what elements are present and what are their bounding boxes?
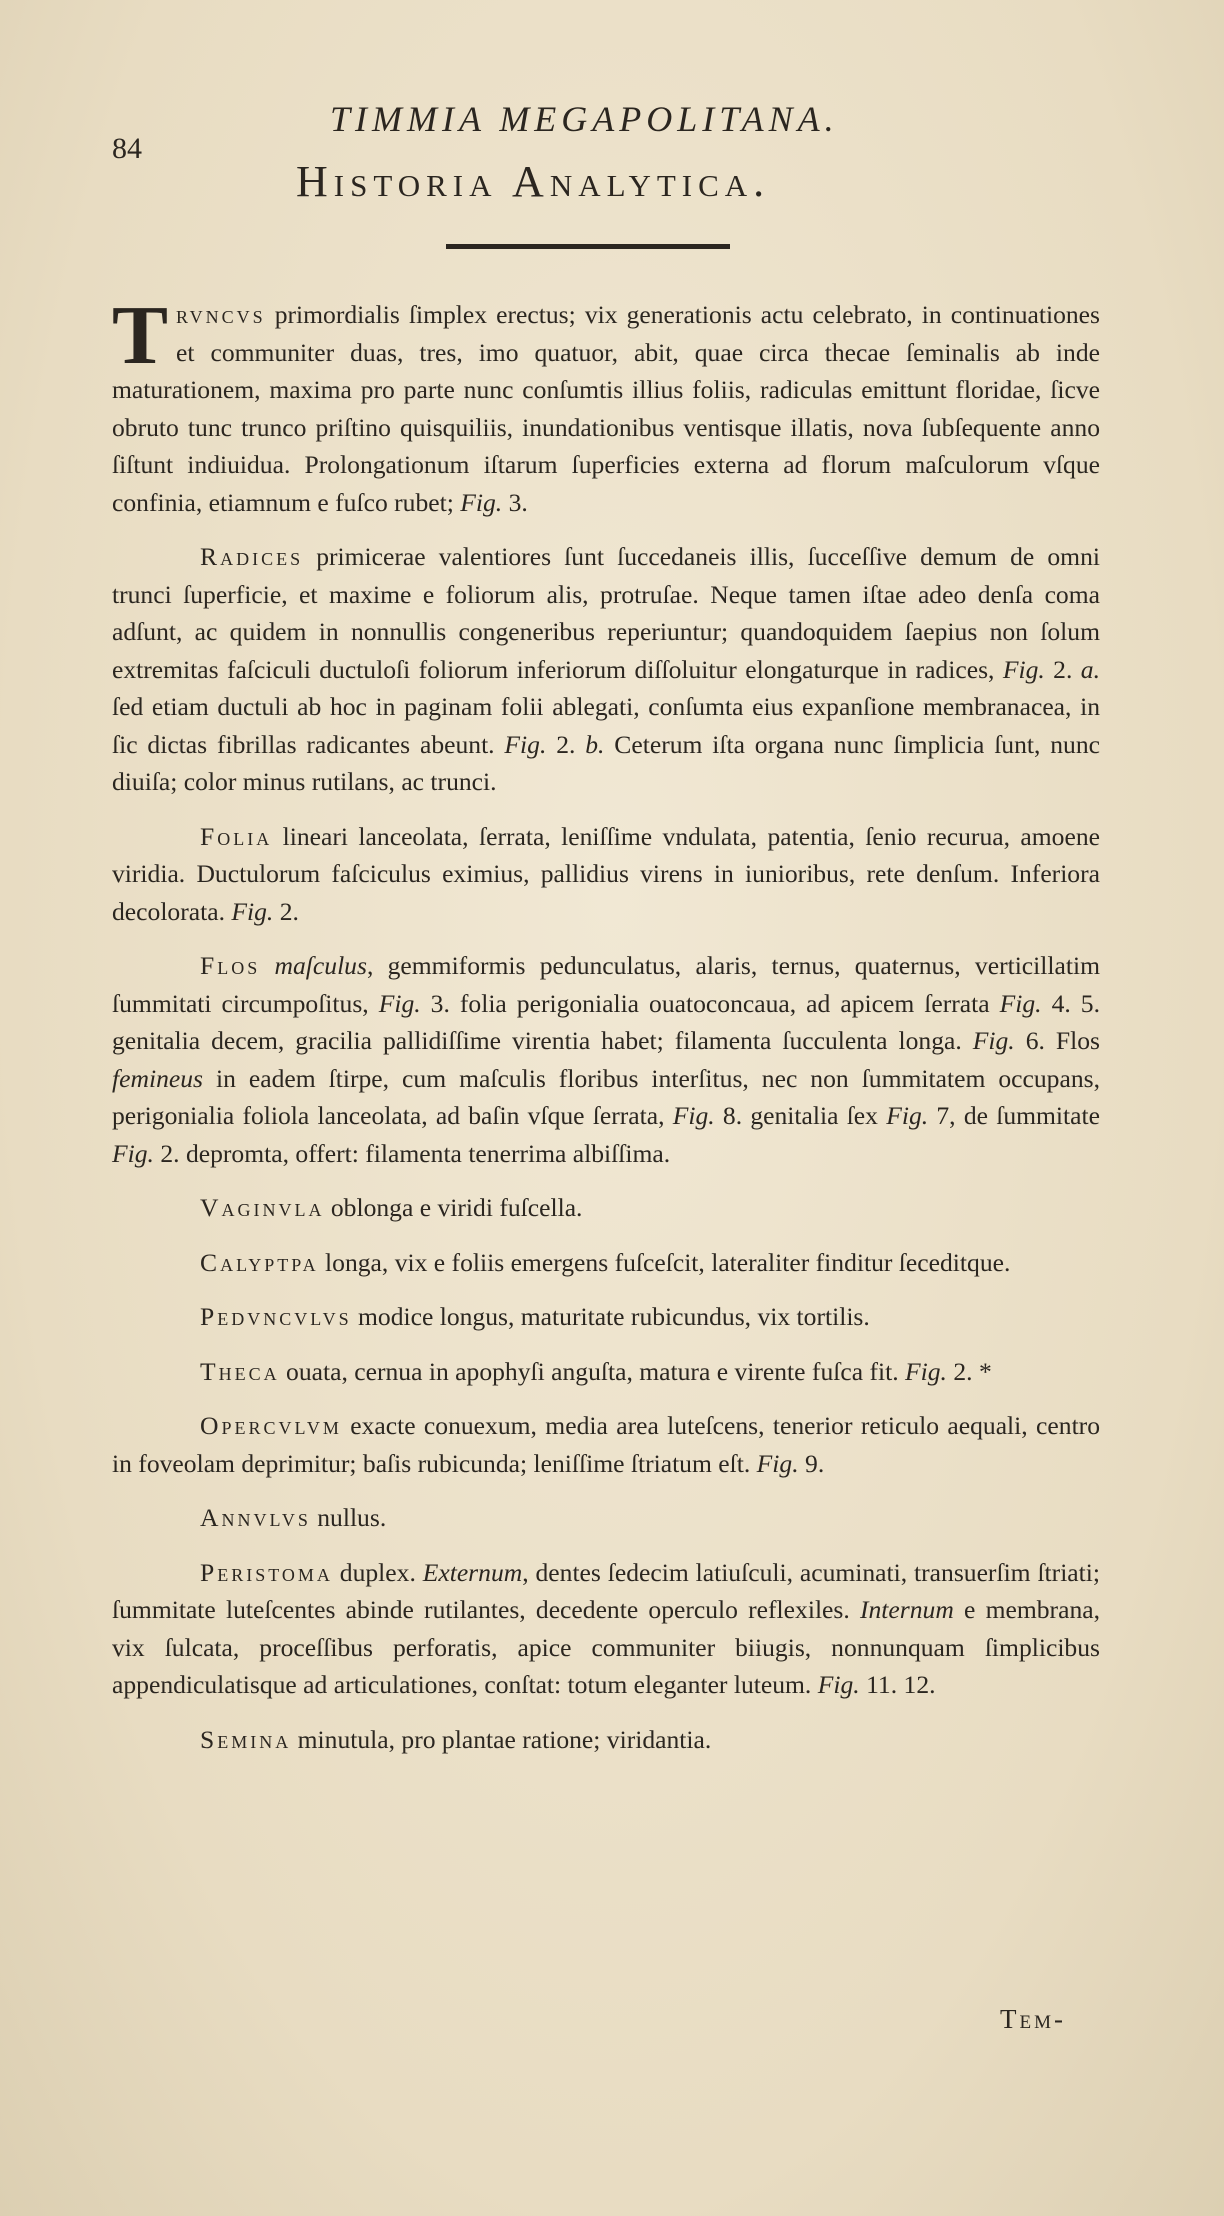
paragraph-text: 2. bbox=[273, 896, 299, 926]
paragraph-lead-word: rvncvs bbox=[176, 300, 266, 329]
title-rule bbox=[446, 244, 730, 249]
paragraph-text: 11. 12. bbox=[859, 1670, 936, 1699]
paragraph-text: oblonga e viridi fuſcella. bbox=[324, 1193, 583, 1222]
body-text bbox=[112, 289, 1100, 1775]
paragraph-text: 4. 5. genitalia decem, gracilia pallidiſſime virentia habet; filamenta ſucculenta longa. bbox=[112, 988, 1100, 1055]
paragraph-text: 6. Flos bbox=[1014, 1026, 1100, 1055]
paragraph-flos bbox=[112, 947, 1100, 1172]
figure-reference: Fig. bbox=[972, 1026, 1015, 1055]
paragraph-lead-word: Semina bbox=[200, 1724, 292, 1754]
paragraph-text: 2. bbox=[546, 729, 586, 759]
paragraph-annulus bbox=[112, 1499, 1100, 1537]
running-title: TIMMIA MEGAPOLITANA. bbox=[330, 99, 839, 139]
paragraph-calyptra bbox=[112, 1244, 1100, 1282]
figure-reference: Fig. bbox=[999, 988, 1042, 1018]
paragraph-semina bbox=[112, 1721, 1100, 1759]
paragraph-peristoma bbox=[112, 1554, 1100, 1704]
paragraph-folia bbox=[112, 818, 1100, 931]
paragraph-lead-word: Pedvncvlvs bbox=[200, 1302, 352, 1331]
paragraph-text: lineari lanceolata, ſerrata, leniſſime vndulata, patentia, ſenio recurua, amoene viridia. Ductulorum faſciculus eximius, pallidius virens in iunioribus, rete denſum. Inferiora decolorata. bbox=[112, 821, 1100, 926]
paragraph-text: , gemmiformis pedunculatus, alaris, ternus, quaternus, verticillatim ſummitati circumpoſitus, bbox=[112, 951, 1100, 1018]
figure-reference: Fig. bbox=[905, 1356, 947, 1386]
paragraph-lead-word: Folia bbox=[200, 821, 273, 851]
figure-reference: Fig. bbox=[460, 487, 503, 517]
page-header bbox=[0, 80, 1224, 260]
figure-letter: a. bbox=[1080, 654, 1100, 684]
paragraph-theca bbox=[112, 1353, 1100, 1391]
paragraph-text: exacte conuexum, media area luteſcens, tenerior reticulo aequali, centro in foveolam deprimitur; baſis rubicunda; leniſſime ſtriatum eſt. bbox=[112, 1411, 1100, 1478]
drop-cap: T bbox=[112, 289, 169, 382]
paragraph-text: minutula, pro plantae ratione; viridantia. bbox=[291, 1724, 712, 1754]
paragraph-lead-word: Opercvlvm bbox=[200, 1411, 342, 1440]
paragraph-text: 8. genitalia ſex bbox=[714, 1101, 887, 1130]
paragraph-text: 9. bbox=[798, 1448, 825, 1478]
paragraph-text: primordialis ſimplex erectus; vix generationis actu celebrato, in continuationes et communiter duas, tres, imo quatuor, abit, quae circa thecae ſeminalis ab inde maturationem, maxima pro parte nunc conſumtis illius foliis, radiculas emittunt floridae, ſicve obruto tunc trunco priſtino quisquiliis, inundationibus ventisque illatis, nova ſubſequente anno ſiſtunt indiuidua. Prolongationum iſtarum ſuperficies externa ad florum maſculorum vſque confinia, etiamnum e fuſco rubet; bbox=[112, 300, 1100, 517]
paragraph-lead-word: Theca bbox=[200, 1356, 280, 1386]
paragraph-text: ſed etiam ductuli ab hoc in paginam folii ablegati, conſumta eius expanſione membranacea, in ſic dictas fibrillas radicantes abeunt. bbox=[112, 692, 1100, 759]
figure-reference: Fig. bbox=[112, 1138, 154, 1168]
paragraph-operculum bbox=[112, 1407, 1100, 1482]
figure-reference: Fig. bbox=[378, 988, 421, 1018]
paragraph-lead-word: Peristoma bbox=[200, 1557, 333, 1587]
figure-reference: Fig. bbox=[504, 729, 547, 759]
paragraph-text: Ceterum iſta organa nunc ſimplicia ſunt, nunc diuiſa; color minus rutilans, ac trunci. bbox=[112, 729, 1100, 796]
paragraph-text: 2. bbox=[1044, 654, 1081, 684]
paragraph-lead-word: Annvlvs bbox=[200, 1503, 311, 1532]
paragraph-lead-word: Radices bbox=[200, 542, 304, 571]
figure-letter: b. bbox=[585, 729, 605, 759]
paragraph-pedunculus bbox=[112, 1298, 1100, 1336]
paragraph-text: 7, de ſummitate bbox=[928, 1101, 1100, 1130]
paragraph-radices bbox=[112, 538, 1100, 801]
figure-reference: Fig. bbox=[1002, 654, 1045, 684]
paragraph-text: 3. bbox=[502, 487, 528, 517]
figure-reference: Fig. bbox=[756, 1448, 799, 1478]
paragraph-text: modice longus, maturitate rubicundus, vix tortilis. bbox=[351, 1302, 870, 1331]
figure-reference: Fig. bbox=[231, 896, 274, 926]
paragraph-text: nullus. bbox=[310, 1503, 387, 1532]
paragraph-text: 3. folia perigonialia ouatoconcaua, ad apicem ſerrata bbox=[420, 988, 1000, 1018]
paragraph-truncus bbox=[112, 289, 1100, 521]
paragraph-text: in eadem ſtirpe, cum maſculis floribus interſitus, nec non ſummitatem occupans, perigonialia foliola lanceolata, ad baſin vſque ſerrata, bbox=[112, 1063, 1100, 1130]
figure-reference: Fig. bbox=[817, 1670, 860, 1699]
italic-term: Internum bbox=[859, 1595, 954, 1624]
paragraph-text: longa, vix e foliis emergens fuſceſcit, lateraliter finditur ſeceditque. bbox=[318, 1247, 1011, 1277]
paragraph-text: duplex. bbox=[332, 1557, 423, 1587]
paragraph-vaginula bbox=[112, 1189, 1100, 1227]
page-number: 84 bbox=[112, 132, 142, 165]
paragraph-lead-word: Vaginvla bbox=[200, 1193, 325, 1222]
figure-reference: Fig. bbox=[886, 1101, 929, 1130]
paragraph-lead-word: Calyptpa bbox=[200, 1247, 319, 1277]
paragraph-text: , dentes ſedecim latiuſculi, acuminati, transuerſim ſtriati; ſummitate luteſcentes abinde rutilantes, decedente operculo reflexiles. bbox=[112, 1557, 1100, 1624]
italic-term: femineus bbox=[112, 1063, 203, 1093]
italic-term: Externum bbox=[422, 1557, 523, 1587]
paragraph-lead-word: Flos bbox=[200, 951, 261, 980]
paragraph-text: ouata, cernua in apophyſi anguſta, matura e virente fuſca fit. bbox=[279, 1356, 906, 1386]
figure-reference: Fig. bbox=[672, 1101, 715, 1130]
paragraph-text: primicerae valentiores ſunt ſuccedaneis illis, ſucceſſive demum de omni trunci ſuperficie, et maxime e foliorum alis, protruſae. Neque tamen iſtae adeo denſa coma adſunt, ac quidem in nonnullis congeneribus reperiuntur; quandoquidem ſaepius non ſolum extremitas faſciculi ductuloſi foliorum inferiorum diſſoluitur elongaturque in radices, bbox=[112, 542, 1100, 684]
paragraph-text: 2. depromta, offert: filamenta tenerrima albiſſima. bbox=[153, 1138, 671, 1168]
italic-term: maſculus bbox=[274, 951, 367, 980]
paragraph-text: 2. * bbox=[946, 1356, 992, 1386]
catchword: Tem- bbox=[1000, 2004, 1066, 2034]
paragraph-text: e membrana, vix ſulcata, proceſſibus perforatis, apice communiter biiugis, nonnunquam ſimplicibus appendiculatisque ad articulationes, conſtat: totum eleganter luteum. bbox=[112, 1595, 1100, 1699]
section-title: Historia Analytica. bbox=[296, 157, 771, 206]
